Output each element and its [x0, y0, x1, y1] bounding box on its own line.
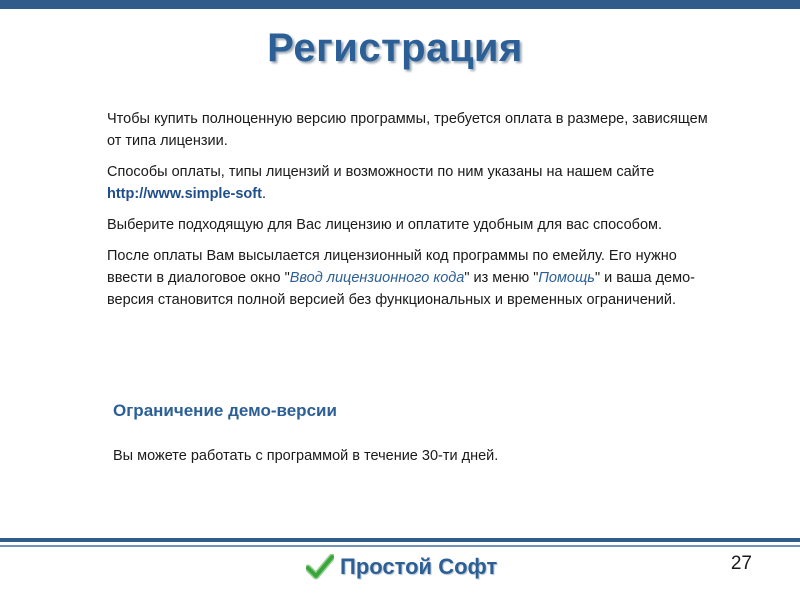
paragraph-after-payment	[107, 245, 712, 311]
page-number: 27	[730, 553, 752, 574]
paragraph-payment-text: Способы оплаты, типы лицензий и возможности по ним указаны на нашем сайте	[107, 164, 655, 180]
paragraph-payment-end: .	[261, 186, 266, 202]
footer-line-thick	[0, 538, 800, 542]
paragraph-payment-methods	[107, 161, 712, 205]
site-link[interactable]: http://www.simple-soft	[107, 186, 262, 202]
brand-logo	[306, 550, 500, 584]
slide-title: Регистрация	[267, 26, 523, 70]
checkmark-icon	[306, 554, 334, 580]
after-payment-part2: " из меню "	[464, 270, 539, 286]
demo-limit-text: Вы можете работать с программой в течение 30-ти дней.	[113, 448, 499, 464]
slide-body	[107, 108, 712, 320]
help-menu-name: Помощь	[538, 270, 595, 286]
paragraph-choose-license: Выберите подходящую для Вас лицензию и оплатите удобным для вас способом.	[107, 217, 663, 233]
footer-line-thin	[0, 545, 800, 547]
paragraph-license-cost: Чтобы купить полноценную версию программы, требуется оплата в размере, зависящем от типа лицензии.	[107, 111, 708, 149]
after-payment-part1: После оплаты Вам высылается лицензионный код программы по емейлу. Его нужно ввести в диалоговое окно "	[107, 248, 677, 286]
demo-limit-heading: Ограничение демо-версии	[113, 401, 337, 420]
license-dialog-name: Ввод лицензионного кода	[289, 270, 465, 286]
brand-logo-text: Простой Софт	[340, 554, 498, 579]
after-payment-part3: " и ваша демо-версия становится полной версией без функциональных и временных ограничений.	[107, 270, 695, 308]
top-bar	[0, 0, 800, 9]
